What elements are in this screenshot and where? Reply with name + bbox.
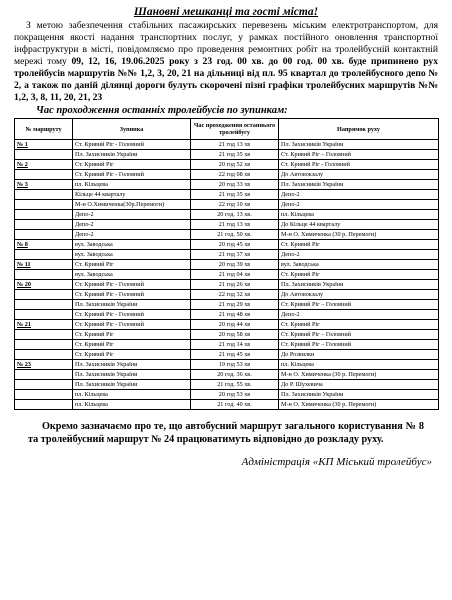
cell-direction: М-н О. Химиченка (30 р. Перемоги): [279, 400, 439, 410]
cell-time: 22 год 10 хв: [191, 200, 279, 210]
cell-time: 21 год 35 хв: [191, 150, 279, 160]
table-row: [15, 360, 439, 370]
cell-route: [15, 370, 73, 380]
table-row: [15, 200, 439, 210]
table-header-row: [15, 119, 439, 140]
cell-direction: вул. Заводська: [279, 260, 439, 270]
cell-route: [15, 290, 73, 300]
cell-route: [15, 400, 73, 410]
cell-stop: Ст. Кривий Ріг: [73, 340, 191, 350]
cell-route: № 11: [15, 260, 73, 270]
cell-route: [15, 170, 73, 180]
table-row: [15, 310, 439, 320]
cell-direction: Ст. Кривий Ріг – Головний: [279, 340, 439, 350]
cell-time: 21 год 13 хв: [191, 140, 279, 150]
cell-direction: Ст. Кривий Ріг – Головний: [279, 150, 439, 160]
header-stop: Зупинка: [73, 119, 191, 140]
cell-direction: Депо-2: [279, 310, 439, 320]
cell-direction: Ст. Кривий Ріг: [279, 270, 439, 280]
cell-stop: Депо-2: [73, 210, 191, 220]
schedule-table: [14, 118, 439, 410]
cell-direction: пл. Кільцева: [279, 210, 439, 220]
cell-direction: До Р. Шухевича: [279, 380, 439, 390]
cell-stop: пл. Кільцева: [73, 180, 191, 190]
cell-direction: Ст. Кривий Ріг – Головний: [279, 330, 439, 340]
table-row: [15, 140, 439, 150]
cell-route: № 23: [15, 360, 73, 370]
cell-route: [15, 150, 73, 160]
cell-route: [15, 350, 73, 360]
cell-time: 20 год 44 хв: [191, 320, 279, 330]
table-row: [15, 150, 439, 160]
cell-time: 21 год. 40 хв.: [191, 400, 279, 410]
cell-direction: До Автовокзалу: [279, 290, 439, 300]
cell-route: № 3: [15, 180, 73, 190]
cell-direction: Пл. Захисників України: [279, 280, 439, 290]
cell-route: № 1: [15, 140, 73, 150]
cell-stop: Депо-2: [73, 230, 191, 240]
cell-time: 21 год 48 хв: [191, 310, 279, 320]
signature: Адміністрація «КП Міський тролейбус»: [241, 456, 432, 468]
table-row: [15, 230, 439, 240]
cell-stop: Пл. Захисників України: [73, 380, 191, 390]
table-row: [15, 220, 439, 230]
cell-route: [15, 390, 73, 400]
table-row: [15, 400, 439, 410]
cell-time: 20 год. 13 хв.: [191, 210, 279, 220]
cell-stop: Ст. Кривий Ріг - Головний: [73, 140, 191, 150]
cell-time: 21 год 14 хв: [191, 340, 279, 350]
cell-direction: М-н О. Химиченка (30 р. Перемоги): [279, 370, 439, 380]
cell-time: 21 год 26 хв: [191, 280, 279, 290]
cell-time: 22 год 08 хв: [191, 170, 279, 180]
cell-route: [15, 310, 73, 320]
table-row: [15, 320, 439, 330]
table-row: [15, 160, 439, 170]
table-row: [15, 250, 439, 260]
cell-time: 22 год 32 хв: [191, 290, 279, 300]
table-row: [15, 240, 439, 250]
cell-time: 20 год 45 хв: [191, 240, 279, 250]
cell-direction: Пл. Захисників України: [279, 390, 439, 400]
cell-stop: Кільце 44 кварталу: [73, 190, 191, 200]
cell-time: 21 год. 50 хв.: [191, 230, 279, 240]
cell-route: [15, 380, 73, 390]
cell-time: 20 год 33 хв: [191, 180, 279, 190]
cell-time: 21 год 45 хв: [191, 350, 279, 360]
cell-stop: вул. Заводська: [73, 240, 191, 250]
cell-stop: пл. Кільцева: [73, 390, 191, 400]
cell-direction: До Автовокзалу: [279, 170, 439, 180]
table-row: [15, 210, 439, 220]
cell-direction: М-н О. Химиченка (30 р. Перемоги): [279, 230, 439, 240]
cell-time: 20 год 58 хв: [191, 330, 279, 340]
cell-direction: Пл. Захисників України: [279, 140, 439, 150]
cell-stop: вул. Заводська: [73, 270, 191, 280]
cell-time: 20 год 53 хв: [191, 390, 279, 400]
footer-note: Окремо зазначаємо про те, що автобусний маршрут загального користування № 8 та тролейбусний маршрут № 24 працюватимуть відповідно до розкладу руху.: [28, 421, 424, 445]
cell-stop: Пл. Захисників України: [73, 370, 191, 380]
cell-stop: М-н О.Химиченка(30р.Перемоги): [73, 200, 191, 210]
cell-time: 21 год 04 хв: [191, 270, 279, 280]
intro-bold-text: 09, 12, 16, 19.06.2025 року з 23 год. 00 хв. до 00 год. 00 хв. буде припинено рух тролейбусів маршрутів №№ 1,2, 3, 20, 21 на дільниці від пл. 95 квартал до тролейбусного депо № 2, а також по даній ділянці дороги булуть скорочені пізні графіки тролейбусних маршрутів №№ 1,2, 3, 8, 11, 20, 21, 23: [14, 56, 438, 103]
cell-stop: Ст. Кривий Ріг - Головний: [73, 170, 191, 180]
cell-stop: Пл. Захисників України: [73, 360, 191, 370]
cell-route: № 8: [15, 240, 73, 250]
cell-route: [15, 330, 73, 340]
table-row: [15, 330, 439, 340]
cell-direction: До Розвилки: [279, 350, 439, 360]
cell-stop: вул. Заводська: [73, 250, 191, 260]
header-route: № маршруту: [15, 119, 73, 140]
cell-stop: Ст. Кривий Ріг: [73, 350, 191, 360]
table-row: [15, 350, 439, 360]
cell-time: 20 год 39 хв: [191, 260, 279, 270]
cell-direction: пл. Кільцева: [279, 360, 439, 370]
schedule-table-body: [15, 140, 439, 410]
table-row: [15, 270, 439, 280]
table-row: [15, 370, 439, 380]
cell-route: [15, 210, 73, 220]
cell-time: 21 год 29 хв: [191, 300, 279, 310]
table-row: [15, 190, 439, 200]
cell-route: № 21: [15, 320, 73, 330]
cell-time: 21 год 37 хв: [191, 250, 279, 260]
cell-route: [15, 230, 73, 240]
cell-route: [15, 250, 73, 260]
cell-time: 21 год. 55 хв.: [191, 380, 279, 390]
cell-stop: Ст. Кривий Ріг: [73, 260, 191, 270]
cell-stop: Пл. Захисників України: [73, 150, 191, 160]
intro-text: З метою забезпечення стабільних пасажирських перевезень міським електротранспортом, для покращення якості надання транспортних послуг, у рамках постійного оновлення транспортної інфраструктури в місті, повідомляємо про проведення ремонтних робіт на тролейбусній контактній мережі тому: [14, 20, 438, 67]
cell-time: 19 год 53 хв: [191, 360, 279, 370]
schedule-subheading: Час проходження останніх тролейбусів по зупинкам:: [36, 105, 288, 116]
table-row: [15, 170, 439, 180]
cell-stop: Ст. Кривий Ріг: [73, 330, 191, 340]
table-row: [15, 390, 439, 400]
notice-headline: Шановні мешканці та гості міста!: [133, 6, 319, 18]
cell-stop: Ст. Кривий Ріг: [73, 160, 191, 170]
cell-route: № 20: [15, 280, 73, 290]
table-row: [15, 280, 439, 290]
cell-stop: Ст. Кривий Ріг - Головний: [73, 280, 191, 290]
cell-direction: До Кільце 44 кварталу: [279, 220, 439, 230]
cell-direction: Депо-2: [279, 190, 439, 200]
cell-route: [15, 190, 73, 200]
cell-time: 21 год 35 хв: [191, 190, 279, 200]
cell-stop: Пл. Захисників України: [73, 300, 191, 310]
cell-direction: Депо-2: [279, 250, 439, 260]
cell-direction: Пл. Захисників України: [279, 180, 439, 190]
cell-direction: Ст. Кривий Ріг: [279, 320, 439, 330]
cell-time: 20 год 52 хв: [191, 160, 279, 170]
cell-direction: Депо-2: [279, 200, 439, 210]
table-row: [15, 290, 439, 300]
cell-route: [15, 200, 73, 210]
cell-time: 21 год 13 хв: [191, 220, 279, 230]
notice-intro: [14, 20, 438, 104]
cell-route: [15, 300, 73, 310]
table-row: [15, 340, 439, 350]
cell-direction: Ст. Кривий Ріг: [279, 240, 439, 250]
cell-route: [15, 340, 73, 350]
table-row: [15, 260, 439, 270]
cell-stop: Ст. Кривий Ріг - Головний: [73, 290, 191, 300]
header-direction: Напрямок руху: [279, 119, 439, 140]
cell-direction: Ст. Кривий Ріг - Головний: [279, 160, 439, 170]
table-row: [15, 180, 439, 190]
header-time: Час проходження останнього тролейбусу: [191, 119, 279, 140]
cell-time: 20 год. 36 хв.: [191, 370, 279, 380]
cell-stop: пл. Кільцева: [73, 400, 191, 410]
cell-stop: Ст. Кривий Ріг - Головний: [73, 320, 191, 330]
cell-route: [15, 220, 73, 230]
table-row: [15, 380, 439, 390]
cell-route: № 2: [15, 160, 73, 170]
cell-direction: Ст. Кривий Ріг – Головний: [279, 300, 439, 310]
table-row: [15, 300, 439, 310]
cell-route: [15, 270, 73, 280]
cell-stop: Ст. Кривий Ріг - Головний: [73, 310, 191, 320]
cell-stop: Депо-2: [73, 220, 191, 230]
